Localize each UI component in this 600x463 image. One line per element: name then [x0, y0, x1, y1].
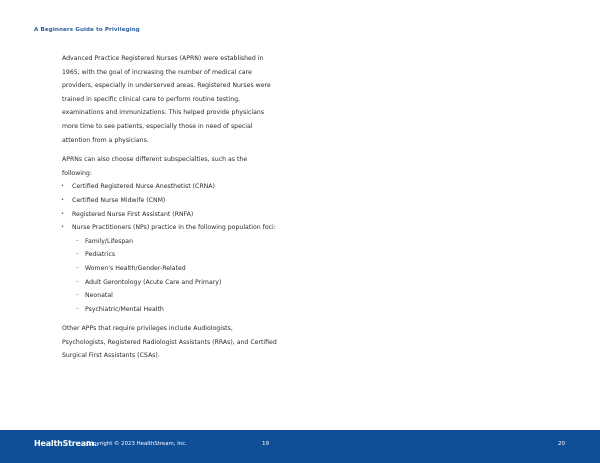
- main-content: [62, 52, 277, 363]
- page-header-title: A Beginners Guide to Privileging: [34, 27, 140, 33]
- np-item-label: Nurse Practitioners (NPs) practice in the following population foci:: [72, 224, 276, 232]
- page-number-left: 19: [262, 441, 270, 447]
- list-item: – Adult Gerontology (Acute Care and Primary): [76, 276, 277, 290]
- list-item: [62, 221, 277, 316]
- list-item: – Pediatrics: [76, 248, 277, 262]
- closing-paragraph: Other APPs that require privileges include Audiologists, Psychologists, Registered Radiologist Assistants (RRAs), and Certified Surgical First Assistants (CSAs).: [62, 325, 277, 360]
- page-number-right: 20: [558, 441, 566, 447]
- list-item: – Neonatal: [76, 289, 277, 303]
- subspecialties-intro: APRNs can also choose different subspecialties, such as the following:: [62, 156, 248, 177]
- np-foci-list: [72, 235, 277, 317]
- list-item: • Registered Nurse First Assistant (RNFA): [62, 208, 277, 222]
- list-item: • Certified Nurse Midwife (CNM): [62, 194, 277, 208]
- list-item: – Psychiatric/Mental Health: [76, 303, 277, 317]
- list-item: – Family/Lifespan: [76, 235, 277, 249]
- footer-bar: [0, 430, 600, 463]
- list-item: • Certified Registered Nurse Anesthetist (CRNA): [62, 180, 277, 194]
- copyright-text: Copyright © 2023 HealthStream, Inc.: [86, 441, 187, 447]
- list-item: – Women's Health/Gender-Related: [76, 262, 277, 276]
- healthstream-logo: HealthStream.: [34, 439, 97, 448]
- intro-paragraph: Advanced Practice Registered Nurses (APRN) were established in 1965, with the goal of increasing the number of medical care providers, especially in underserved areas. Registered Nurses were trained in specific clinical care to perform routine testing, examinations and immunizations. This helped provide physicians more time to see patients, especially those in need of special attention from a physicians.: [62, 55, 271, 144]
- subspecialties-list: [62, 180, 277, 316]
